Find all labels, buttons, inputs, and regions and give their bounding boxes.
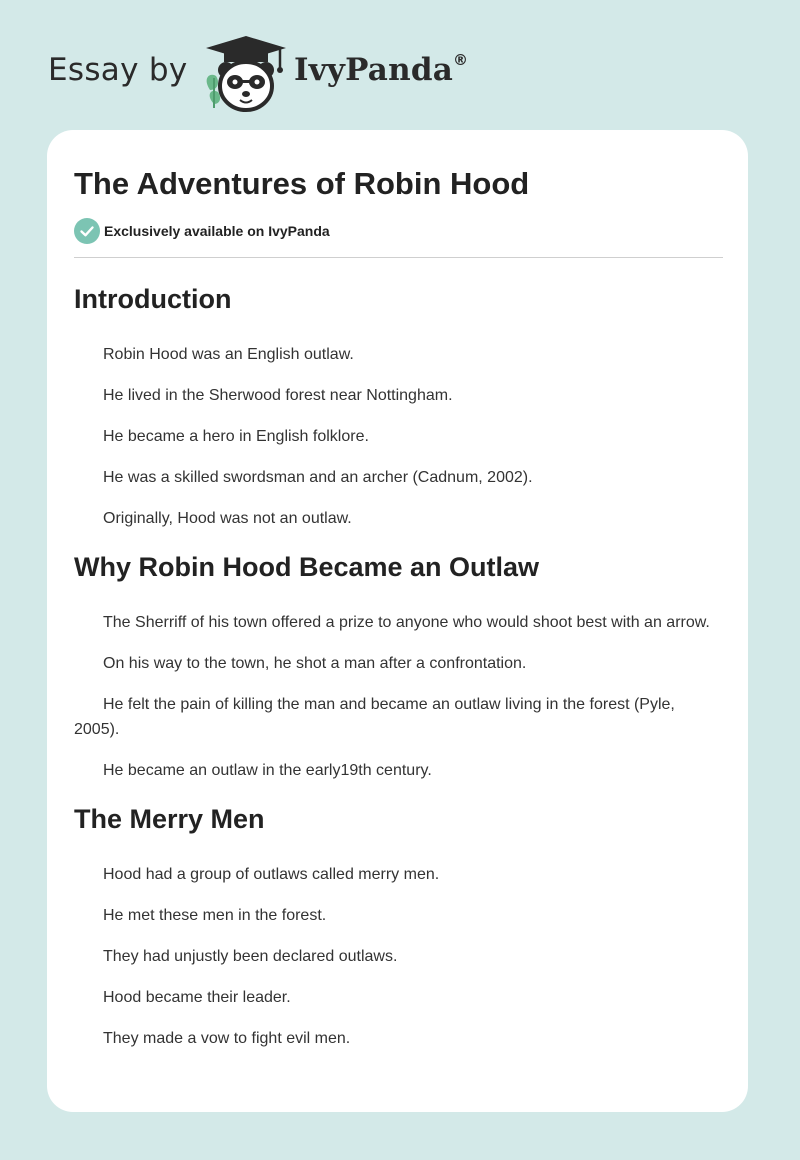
paragraph: He became an outlaw in the early19th century. — [103, 762, 432, 779]
section-heading: Why Robin Hood Became an Outlaw — [74, 552, 540, 582]
badge-text: Exclusively available on IvyPanda — [104, 223, 330, 239]
section-why-outlaw — [74, 550, 722, 783]
section-heading: Introduction — [74, 284, 232, 314]
site-header — [0, 0, 800, 130]
paragraph: Robin Hood was an English outlaw. — [103, 346, 354, 363]
paragraph: He felt the pain of killing the man and became an outlaw living in the forest (Pyle, 2005). — [74, 696, 675, 738]
exclusive-badge — [74, 217, 722, 245]
paragraph: They made a vow to fight evil men. — [103, 1030, 351, 1047]
section-introduction — [74, 282, 722, 531]
divider — [74, 257, 723, 258]
panda-graduate-icon[interactable] — [200, 34, 292, 114]
essay-card — [47, 130, 748, 1112]
paragraph: Hood became their leader. — [103, 989, 291, 1006]
registered-mark: ® — [453, 50, 469, 69]
paragraph: He was a skilled swordsman and an archer (Cadnum, 2002). — [103, 469, 533, 486]
section-heading: The Merry Men — [74, 804, 265, 834]
paragraph: On his way to the town, he shot a man after a confrontation. — [103, 655, 527, 672]
paragraph: He met these men in the forest. — [103, 907, 327, 924]
paragraph: Originally, Hood was not an outlaw. — [103, 510, 352, 527]
paragraph: They had unjustly been declared outlaws. — [103, 948, 398, 965]
brand-label: IvyPanda — [294, 52, 453, 88]
essay-by-label: Essay by — [48, 52, 188, 88]
paragraph: He became a hero in English folklore. — [103, 428, 369, 445]
brand-name[interactable] — [294, 52, 468, 88]
check-circle-icon — [74, 218, 100, 244]
paragraph: He lived in the Sherwood forest near Nottingham. — [103, 387, 453, 404]
page-title: The Adventures of Robin Hood — [74, 166, 530, 201]
paragraph: Hood had a group of outlaws called merry men. — [103, 866, 440, 883]
paragraph: The Sherriff of his town offered a prize to anyone who would shoot best with an arrow. — [103, 614, 710, 631]
section-merry-men — [74, 802, 722, 1051]
